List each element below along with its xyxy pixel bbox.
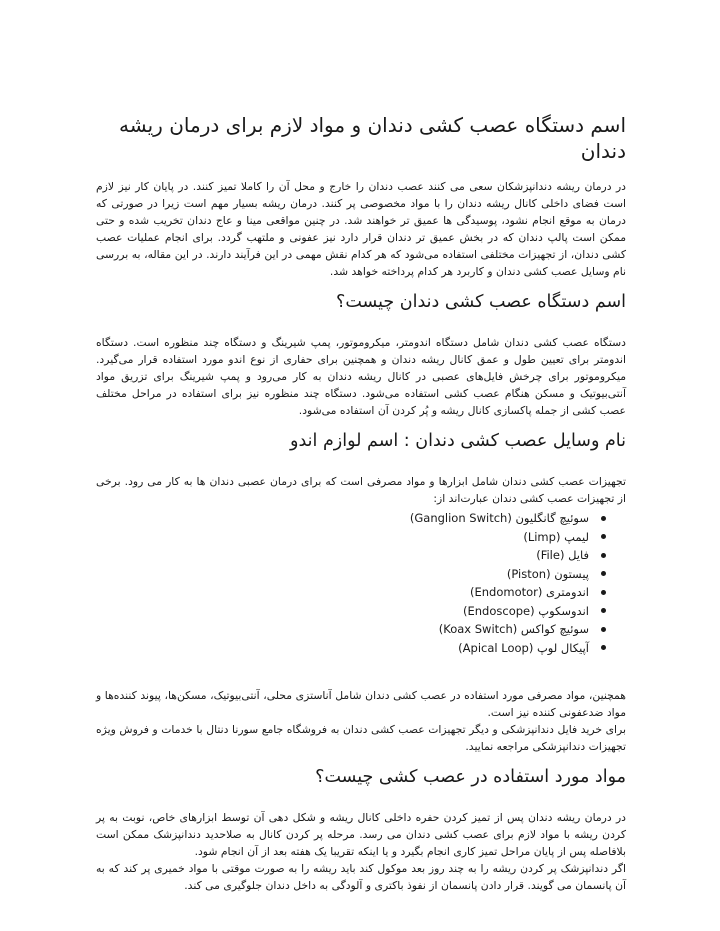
section2-heading: نام وسایل عصب کشی دندان : اسم لوازم اندو xyxy=(290,431,626,451)
bullet-icon xyxy=(601,516,606,521)
list-item: اندومتری (Endomotor) xyxy=(96,583,606,602)
list-item: پیستون (Piston) xyxy=(96,565,606,584)
equipment-list xyxy=(96,509,626,657)
bullet-icon xyxy=(601,645,606,650)
section3-paragraph-2: اگر دندانپزشک پر کردن ریشه را به چند روز بعد موکول کند باید ریشه را به صورت موقتی با مواد خمیری پر کند که به آن پانسمان می گویند. قرار دادن پانسمان از نفوذ باکتری و آلودگی به داخل دندان جلوگیری می کند. xyxy=(96,862,626,892)
list-item: سوئیچ گانگلیون (Ganglion Switch) xyxy=(96,509,606,528)
bullet-icon xyxy=(601,590,606,595)
bullet-icon xyxy=(601,627,606,632)
section3-heading: مواد مورد استفاده در عصب کشی چیست؟ xyxy=(315,767,626,787)
document-page xyxy=(96,112,626,904)
section1-paragraph: دستگاه عصب کشی دندان شامل دستگاه اندومتر، میکروموتور، پمپ شیرینگ و دستگاه چند منظوره است. دستگاه اندومتر برای تعیین طول و عمق کانال ریشه دندان و همچنین برای حفاری از نوع اندو مورد استفاده قرار می‌گیرد. میکروموتور برای چرخش فایل‌های عصبی در کانال ریشه دندان به کار می‌رود و پمپ شیرینگ برای تزریق مواد آنتی‌بیوتیک و مسکن هنگام عصب کشی استفاده می‌شود. دستگاه چند منظوره نیز برای استفاده در مراحل مختلف عصب کشی از جمله پاکسازی کانال ریشه و پُر کردن آن استفاده می‌شود. xyxy=(96,336,626,417)
section2-after-paragraph-1: همچنین، مواد مصرفی مورد استفاده در عصب کشی دندان شامل آناستزی محلی، آنتی‌بیوتیک، مسکن‌ها، پیوند کننده‌ها و مواد ضدعفونی کننده نیز است. xyxy=(96,689,626,719)
bullet-icon xyxy=(601,534,606,539)
intro-section xyxy=(96,178,626,280)
list-item: سوئیچ کواکس (Koax Switch) xyxy=(96,620,606,639)
list-item: اندوسکوپ (Endoscope) xyxy=(96,602,606,621)
list-item: لیمپ (Limp) xyxy=(96,528,606,547)
list-item: فایل (File) xyxy=(96,546,606,565)
section2 xyxy=(96,473,626,755)
section3-paragraph-1: در درمان ریشه دندان پس از تمیز کردن حفره داخلی کانال ریشه و شکل دهی آن توسط ابزارهای خاص، نوبت به پر کردن ریشه با مواد لازم برای عصب کشی دندان می رسد. مرحله پر کردن کانال به صلاحدید دندانپزشک ممکن است بلافاصله پس از پایان مراحل تمیز کاری انجام بگیرد و یا اینکه تقریبا یک هفته بعد از آن انجام شود. xyxy=(96,811,626,858)
section3 xyxy=(96,809,626,894)
section2-paragraph: تجهیزات عصب کشی دندان شامل ابزارها و مواد مصرفی است که برای درمان عصبی دندان ها به کار می رود. برخی از تجهیزات عصب کشی دندان عبارت‌اند از: xyxy=(96,475,626,505)
bullet-icon xyxy=(601,571,606,576)
list-item: آپیکال لوپ (Apical Loop) xyxy=(96,639,606,658)
bullet-icon xyxy=(601,553,606,558)
bullet-icon xyxy=(601,608,606,613)
section1-heading: اسم دستگاه عصب کشی دندان چیست؟ xyxy=(336,292,626,312)
section1 xyxy=(96,334,626,419)
section2-after-paragraph-2: برای خرید فایل دندانپزشکی و دیگر تجهیزات عصب کشی دندان به فروشگاه جامع سورنا دنتال با خدمات و فروش ویژه تجهیزات دندانپزشکی مراجعه نمایید. xyxy=(96,723,626,753)
page-title: اسم دستگاه عصب کشی دندان و مواد لازم برای درمان ریشه دندان xyxy=(119,113,626,163)
intro-paragraph: در درمان ریشه دندانپزشکان سعی می کنند عصب دندان را خارج و محل آن را کاملا تمیز کنند. در پایان کار نیز لازم است فضای داخلی کانال ریشه دندان را با مواد مخصوصی پر کنند. درمان ریشه بسیار مهم است زیرا در صورتی که درمان به موقع انجام نشود، پوسیدگی ها عمیق تر خواهند شد. در چنین مواقعی مینا و عاج دندان تخریب شده و حتی ممکن است پالپ دندان که در بخش عمیق تر دندان قرار دارد نیز عفونی و ملتهب گردد. برای انجام عملیات عصب کشی دندان، از تجهیزات مختلفی استفاده می‌شود که هر کدام نقش مهمی در این فرآیند دارند. در این مقاله، به بررسی نام وسایل عصب کشی دندان و کاربرد هر کدام پرداخته خواهد شد. xyxy=(96,180,626,278)
